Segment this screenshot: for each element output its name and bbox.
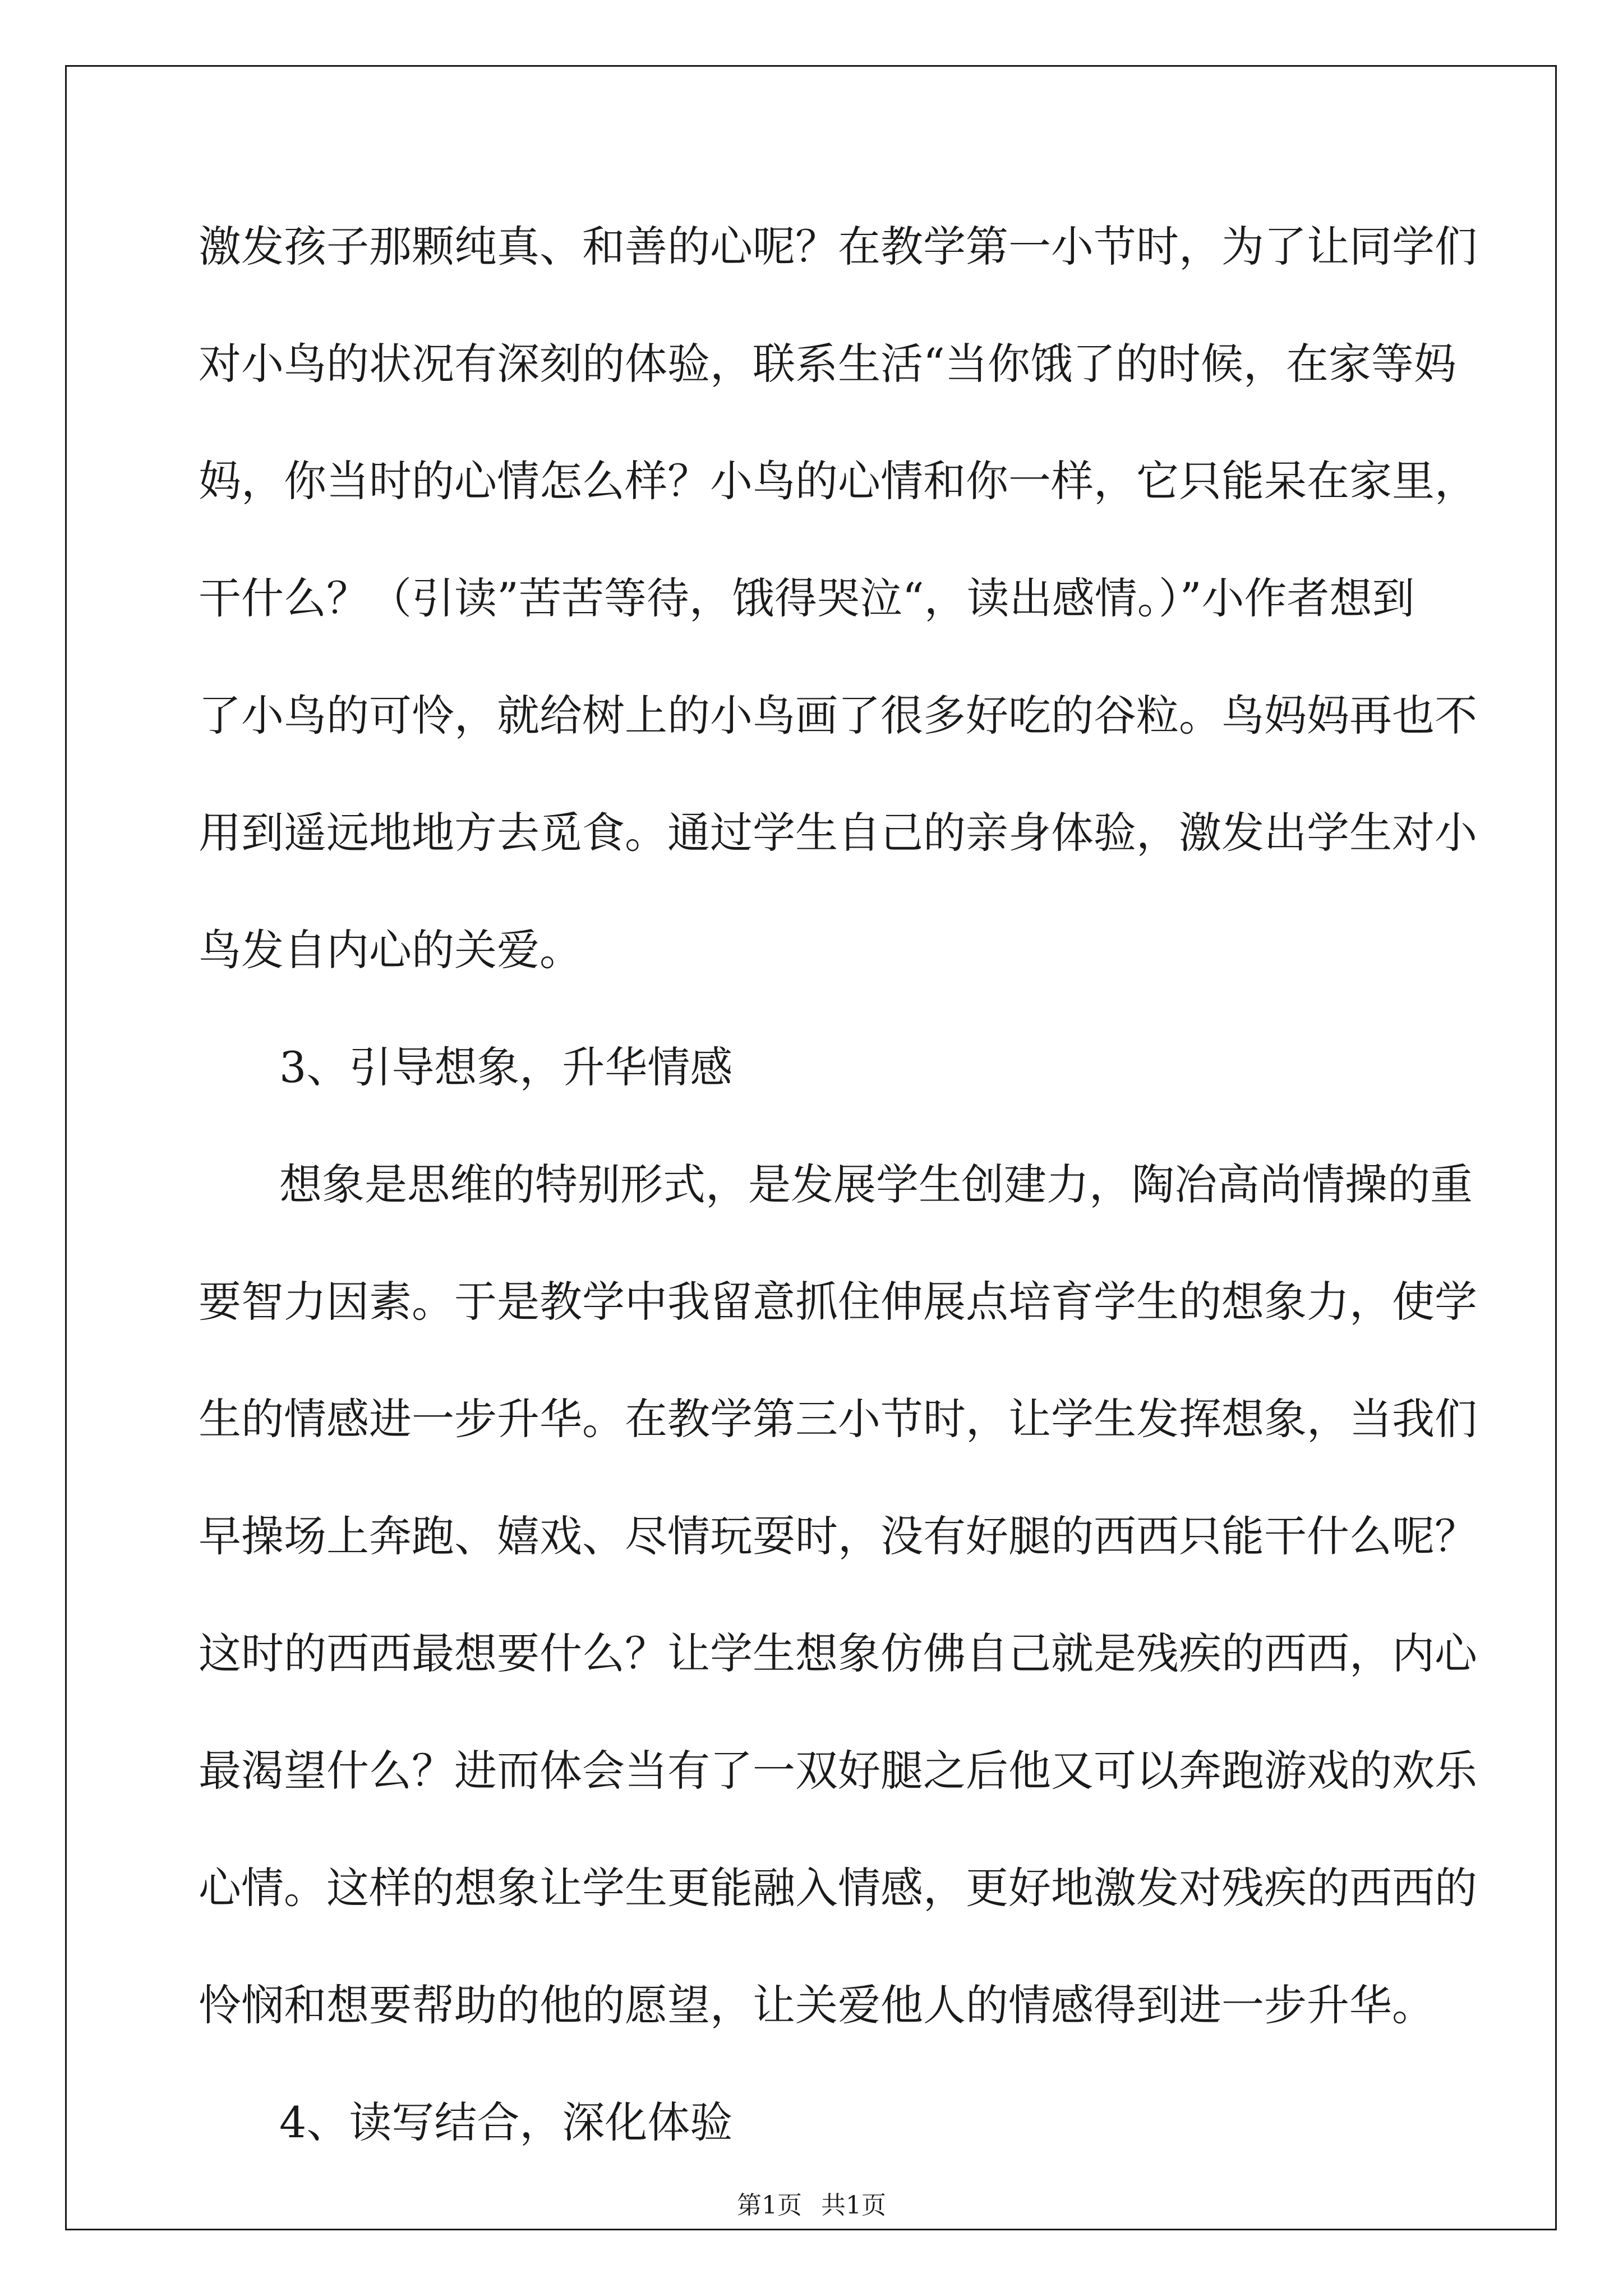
- paragraph-line: 最渴望什么？进而体会当有了一双好腿之后他又可以奔跑游戏的欢乐: [199, 1746, 1477, 1796]
- page-number: 第1页: [737, 2191, 802, 2220]
- section-heading-4: 4、读写结合，深化体验: [279, 2097, 733, 2147]
- paragraph-line: 这时的西西最想要什么？让学生想象仿佛自己就是残疾的西西，内心: [199, 1628, 1477, 1678]
- paragraph-line: 怜悯和想要帮助的他的愿望，让关爱他人的情感得到进一步升华。: [199, 1980, 1435, 2030]
- paragraph-line: 干什么？（引读”苦苦等待，饿得哭泣“，读出感情。）”小作者想到: [199, 573, 1415, 623]
- page-footer: [0, 2185, 1623, 2221]
- paragraph-line: 对小鸟的状况有深刻的体验，联系生活“当你饿了的时候，在家等妈: [199, 339, 1456, 389]
- paragraph-line: 用到遥远地地方去觅食。通过学生自己的亲身体验，激发出学生对小: [199, 808, 1477, 858]
- paragraph-line: 早操场上奔跑、嬉戏、尽情玩耍时，没有好腿的西西只能干什么呢？: [199, 1511, 1477, 1561]
- paragraph-line: 了小鸟的可怜，就给树上的小鸟画了很多好吃的谷粒。鸟妈妈再也不: [199, 691, 1477, 740]
- paragraph-line: 心情。这样的想象让学生更能融入情感，更好地激发对残疾的西西的: [199, 1863, 1477, 1913]
- paragraph-line: 妈，你当时的心情怎么样？小鸟的心情和你一样，它只能呆在家里，: [199, 456, 1477, 506]
- page-total: 共1页: [821, 2191, 886, 2220]
- paragraph-line: 激发孩子那颗纯真、和善的心呢？在教学第一小节时，为了让同学们: [199, 222, 1477, 272]
- paragraph-line: 鸟发自内心的关爱。: [199, 925, 582, 975]
- paragraph-line: 想象是思维的特别形式，是发展学生创建力，陶冶高尚情操的重: [279, 1159, 1473, 1209]
- section-heading-3: 3、引导想象，升华情感: [279, 1042, 733, 1092]
- paragraph-line: 生的情感进一步升华。在教学第三小节时，让学生发挥想象，当我们: [199, 1394, 1477, 1444]
- paragraph-line: 要智力因素。于是教学中我留意抓住伸展点培育学生的想象力，使学: [199, 1277, 1477, 1327]
